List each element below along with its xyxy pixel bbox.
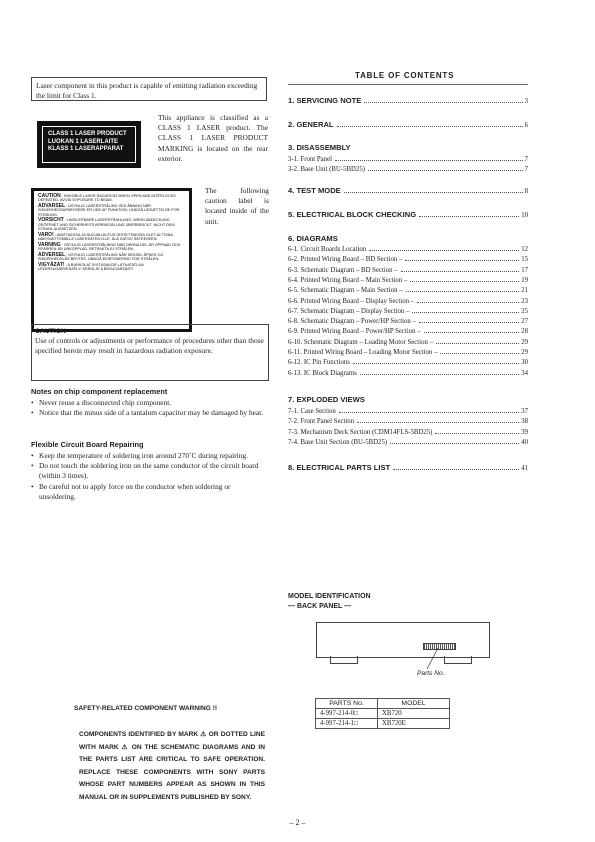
cell-model: XB720E bbox=[378, 719, 450, 729]
toc-section-3: 3. DISASSEMBLY bbox=[288, 143, 351, 152]
safety-warning-title: SAFETY-RELATED COMPONENT WARNING !! bbox=[74, 705, 218, 712]
back-panel-drawing bbox=[316, 622, 490, 658]
toc-entry[interactable]: 6-7. Schematic Diagram – Display Section – 25 bbox=[288, 307, 528, 315]
toc-entry[interactable]: 6-10. Schematic Diagram – Loading Motor Section – 29 bbox=[288, 338, 528, 346]
caution-label-line: CAUTION : INVISIBLE LASER RADIATION WHEN OPEN AND INTERLOCKS DEFEATED. AVOID EXPOSURE TO BEAM. bbox=[38, 193, 176, 203]
header-parts-no: PARTS No. bbox=[316, 699, 378, 709]
caution-label-line: VIGYÁZAT! : A BURKOLAT NYITÁSAKOR LÁTHATATLAN LÉZERSUGÁRVESZÉLY! KERÜLJE A BESUGÁRZÁST! bbox=[38, 261, 144, 272]
laser-notice-box bbox=[31, 77, 267, 101]
list-item: • Be careful not to apply force on the conductor when soldering or unsoldering. bbox=[31, 482, 269, 502]
toc-section-5[interactable]: 5. ELECTRICAL BLOCK CHECKING 10 bbox=[288, 210, 528, 219]
toc-entry[interactable]: 3-2. Base Unit (BU-5BD25) 7 bbox=[288, 166, 528, 173]
cell-model: XB720 bbox=[378, 709, 450, 719]
toc-section-6: 6. DIAGRAMS bbox=[288, 234, 338, 243]
toc-entry[interactable]: 6-13. IC Block Diagrams 34 bbox=[288, 369, 528, 377]
class-1-laser-label bbox=[37, 121, 141, 168]
toc-entry[interactable]: 3-1. Front Panel 7 bbox=[288, 156, 528, 163]
caution-label-line: VARO! : AVATTAESSA JA SUOJALUKITUS OHITETTAESSA OLET ALTTIINA NÄKYMÄTTÖMÄLLE LASERSÄTEILYLLE. ÄLÄ KATSO SÄTEESEEN. bbox=[38, 231, 173, 242]
caution-warning-label bbox=[31, 188, 192, 332]
header-model: MODEL bbox=[378, 699, 450, 709]
model-id-subtitle: — BACK PANEL — bbox=[288, 603, 352, 610]
list-item: • Never reuse a disconnected chip component. bbox=[31, 398, 269, 408]
class-label-line: CLASS 1 LASER PRODUCT bbox=[48, 131, 127, 137]
caution-title: CAUTION bbox=[35, 328, 66, 335]
model-identification-heading bbox=[288, 592, 371, 612]
toc-section-8[interactable]: 8. ELECTRICAL PARTS LIST 41 bbox=[288, 463, 528, 472]
toc-section-2[interactable]: 2. GENERAL 6 bbox=[288, 120, 528, 129]
flex-board-heading: Flexible Circuit Board Repairing bbox=[31, 440, 144, 449]
toc-entry[interactable]: 6-12. IC Pin Functions 30 bbox=[288, 359, 528, 367]
cell-parts-no: 4-997-214-1□ bbox=[316, 719, 378, 729]
toc-entry[interactable]: 6-6. Printed Wiring Board – Display Section – 23 bbox=[288, 297, 528, 305]
caution-label-line: VARNING : OSYNLIG LASERSTRÅLNING NÄR DENNA DEL ÄR ÖPPNAD OCH SPÄRREN ÄR URKOPPLAD. BETRAKTA EJ STRÅLEN. bbox=[38, 241, 181, 252]
toc-entry[interactable]: 6-8. Schematic Diagram – Power/HP Section – 27 bbox=[288, 318, 528, 326]
toc-entry[interactable]: 7-1. Case Section 37 bbox=[288, 408, 528, 415]
class-description: This appliance is classified as a CLASS 1 LASER product. The CLASS 1 LASER PRODUCT MARKING is located on the rear exterior. bbox=[158, 113, 268, 163]
class-label-line: KLASS 1 LASERAPPARAT bbox=[48, 146, 124, 152]
caution-label-line: ADVERSEL : USYNLIG LASERSTRÅLING NÅR DEKSEL ÅPNES OG SIKKERHEDSLÅS BRYTES. UNNGÅ EKSPONERING FOR STRÅLEN. bbox=[38, 251, 164, 262]
caution-body: Use of controls or adjustments or performance of procedures other than those specified herein may result in hazardous radiation exposure. bbox=[35, 336, 264, 355]
toc-entry[interactable]: 6-11. Printed Wiring Board – Loading Motor Section – 29 bbox=[288, 349, 528, 356]
caution-label-location-text: The following caution label is located inside of the unit. bbox=[205, 186, 269, 226]
cell-parts-no: 4-997-214-0□ bbox=[316, 709, 378, 719]
model-id-title: MODEL IDENTIFICATION bbox=[288, 593, 371, 600]
toc-entry[interactable]: 6-2. Printed Wiring Board – BD Section – 15 bbox=[288, 256, 528, 264]
toc-entry[interactable]: 6-9. Printed Wiring Board – Power/HP Section – 28 bbox=[288, 328, 528, 336]
table-row bbox=[316, 709, 450, 719]
toc-title: TABLE OF CONTENTS bbox=[355, 71, 455, 80]
chip-notes-list bbox=[31, 398, 269, 418]
toc-entry[interactable]: 6-3. Schematic Diagram – BD Section – 17 bbox=[288, 266, 528, 274]
flex-board-list bbox=[31, 451, 269, 502]
list-item: • Keep the temperature of soldering iron around 270˚C during repairing. bbox=[31, 451, 269, 461]
chip-notes-heading: Notes on chip component replacement bbox=[31, 387, 168, 396]
toc-entry[interactable]: 6-4. Printed Wiring Board – Main Section – 19 bbox=[288, 276, 528, 284]
toc-entry[interactable]: 7-2. Front Panel Section 38 bbox=[288, 418, 528, 426]
toc-section-1[interactable]: 1. SERVICING NOTE 3 bbox=[288, 96, 528, 105]
toc-section-4[interactable]: 4. TEST MODE 8 bbox=[288, 186, 528, 195]
caution-box bbox=[31, 324, 269, 381]
class-label-line: LUOKAN 1 LASERLAITE bbox=[48, 138, 119, 145]
parts-no-callout: Parts No. bbox=[417, 670, 445, 677]
toc-section-7: 7. EXPLODED VIEWS bbox=[288, 395, 365, 404]
parts-no-leader-line bbox=[420, 647, 450, 671]
toc-entry[interactable]: 7-4. Base Unit Section (BU-5BD25) 40 bbox=[288, 438, 528, 446]
list-item: • Notice that the minus side of a tantalum capacitor may be damaged by heat. bbox=[31, 408, 269, 418]
toc-entry[interactable]: 6-1. Circuit Boards Location 12 bbox=[288, 246, 528, 253]
toc-entry[interactable]: 7-3. Mechanism Deck Section (CDM14FLS-5BD25) 39 bbox=[288, 428, 528, 436]
list-item: • Do not touch the soldering iron on the same conductor of the circuit board (within 3 times). bbox=[31, 461, 269, 481]
page-number: – 2 – bbox=[289, 818, 306, 827]
panel-foot-left bbox=[330, 656, 358, 664]
toc-divider bbox=[288, 84, 528, 85]
table-row bbox=[316, 719, 450, 729]
caution-label-line: VORSICHT : UNSICHTBARE LASERSTRAHLUNG, WENN ABDECKUNG GEÖFFNET UND SICHERHEITSVERRIEGELUNG ÜBERBRÜCKT. NICHT DEM STRAHL AUSSETZEN. bbox=[38, 217, 175, 232]
caution-label-line: ADVARSEL : USYNLIG LASERSTRÅLING VED ÅBNING NÅR SIKKERHEDSAFBRYDERE ER UDE AF FUNKTION. UNDGÅ UDSÆTTELSE FOR STRÅLING. bbox=[38, 203, 180, 217]
table-header-row bbox=[316, 699, 450, 709]
model-parts-table bbox=[315, 698, 450, 729]
safety-warning-body: COMPONENTS IDENTIFIED BY MARK ⚠ OR DOTTED LINE WITH MARK ⚠ ON THE SCHEMATIC DIAGRAMS AND IN THE PARTS LIST ARE CRITICAL TO SAFE OPERATION. REPLACE THESE COMPONENTS WITH SONY PARTS WHOSE PART NUMBERS APPEAR AS SHOWN IN THIS MANUAL OR IN SUPPLEMENTS PUBLISHED BY SONY. bbox=[79, 731, 265, 801]
toc-entry[interactable]: 6-5. Schematic Diagram – Main Section – 21 bbox=[288, 287, 528, 295]
laser-notice-text: Laser component in this product is capable of emitting radiation exceeding the limit for Class 1. bbox=[36, 81, 258, 100]
